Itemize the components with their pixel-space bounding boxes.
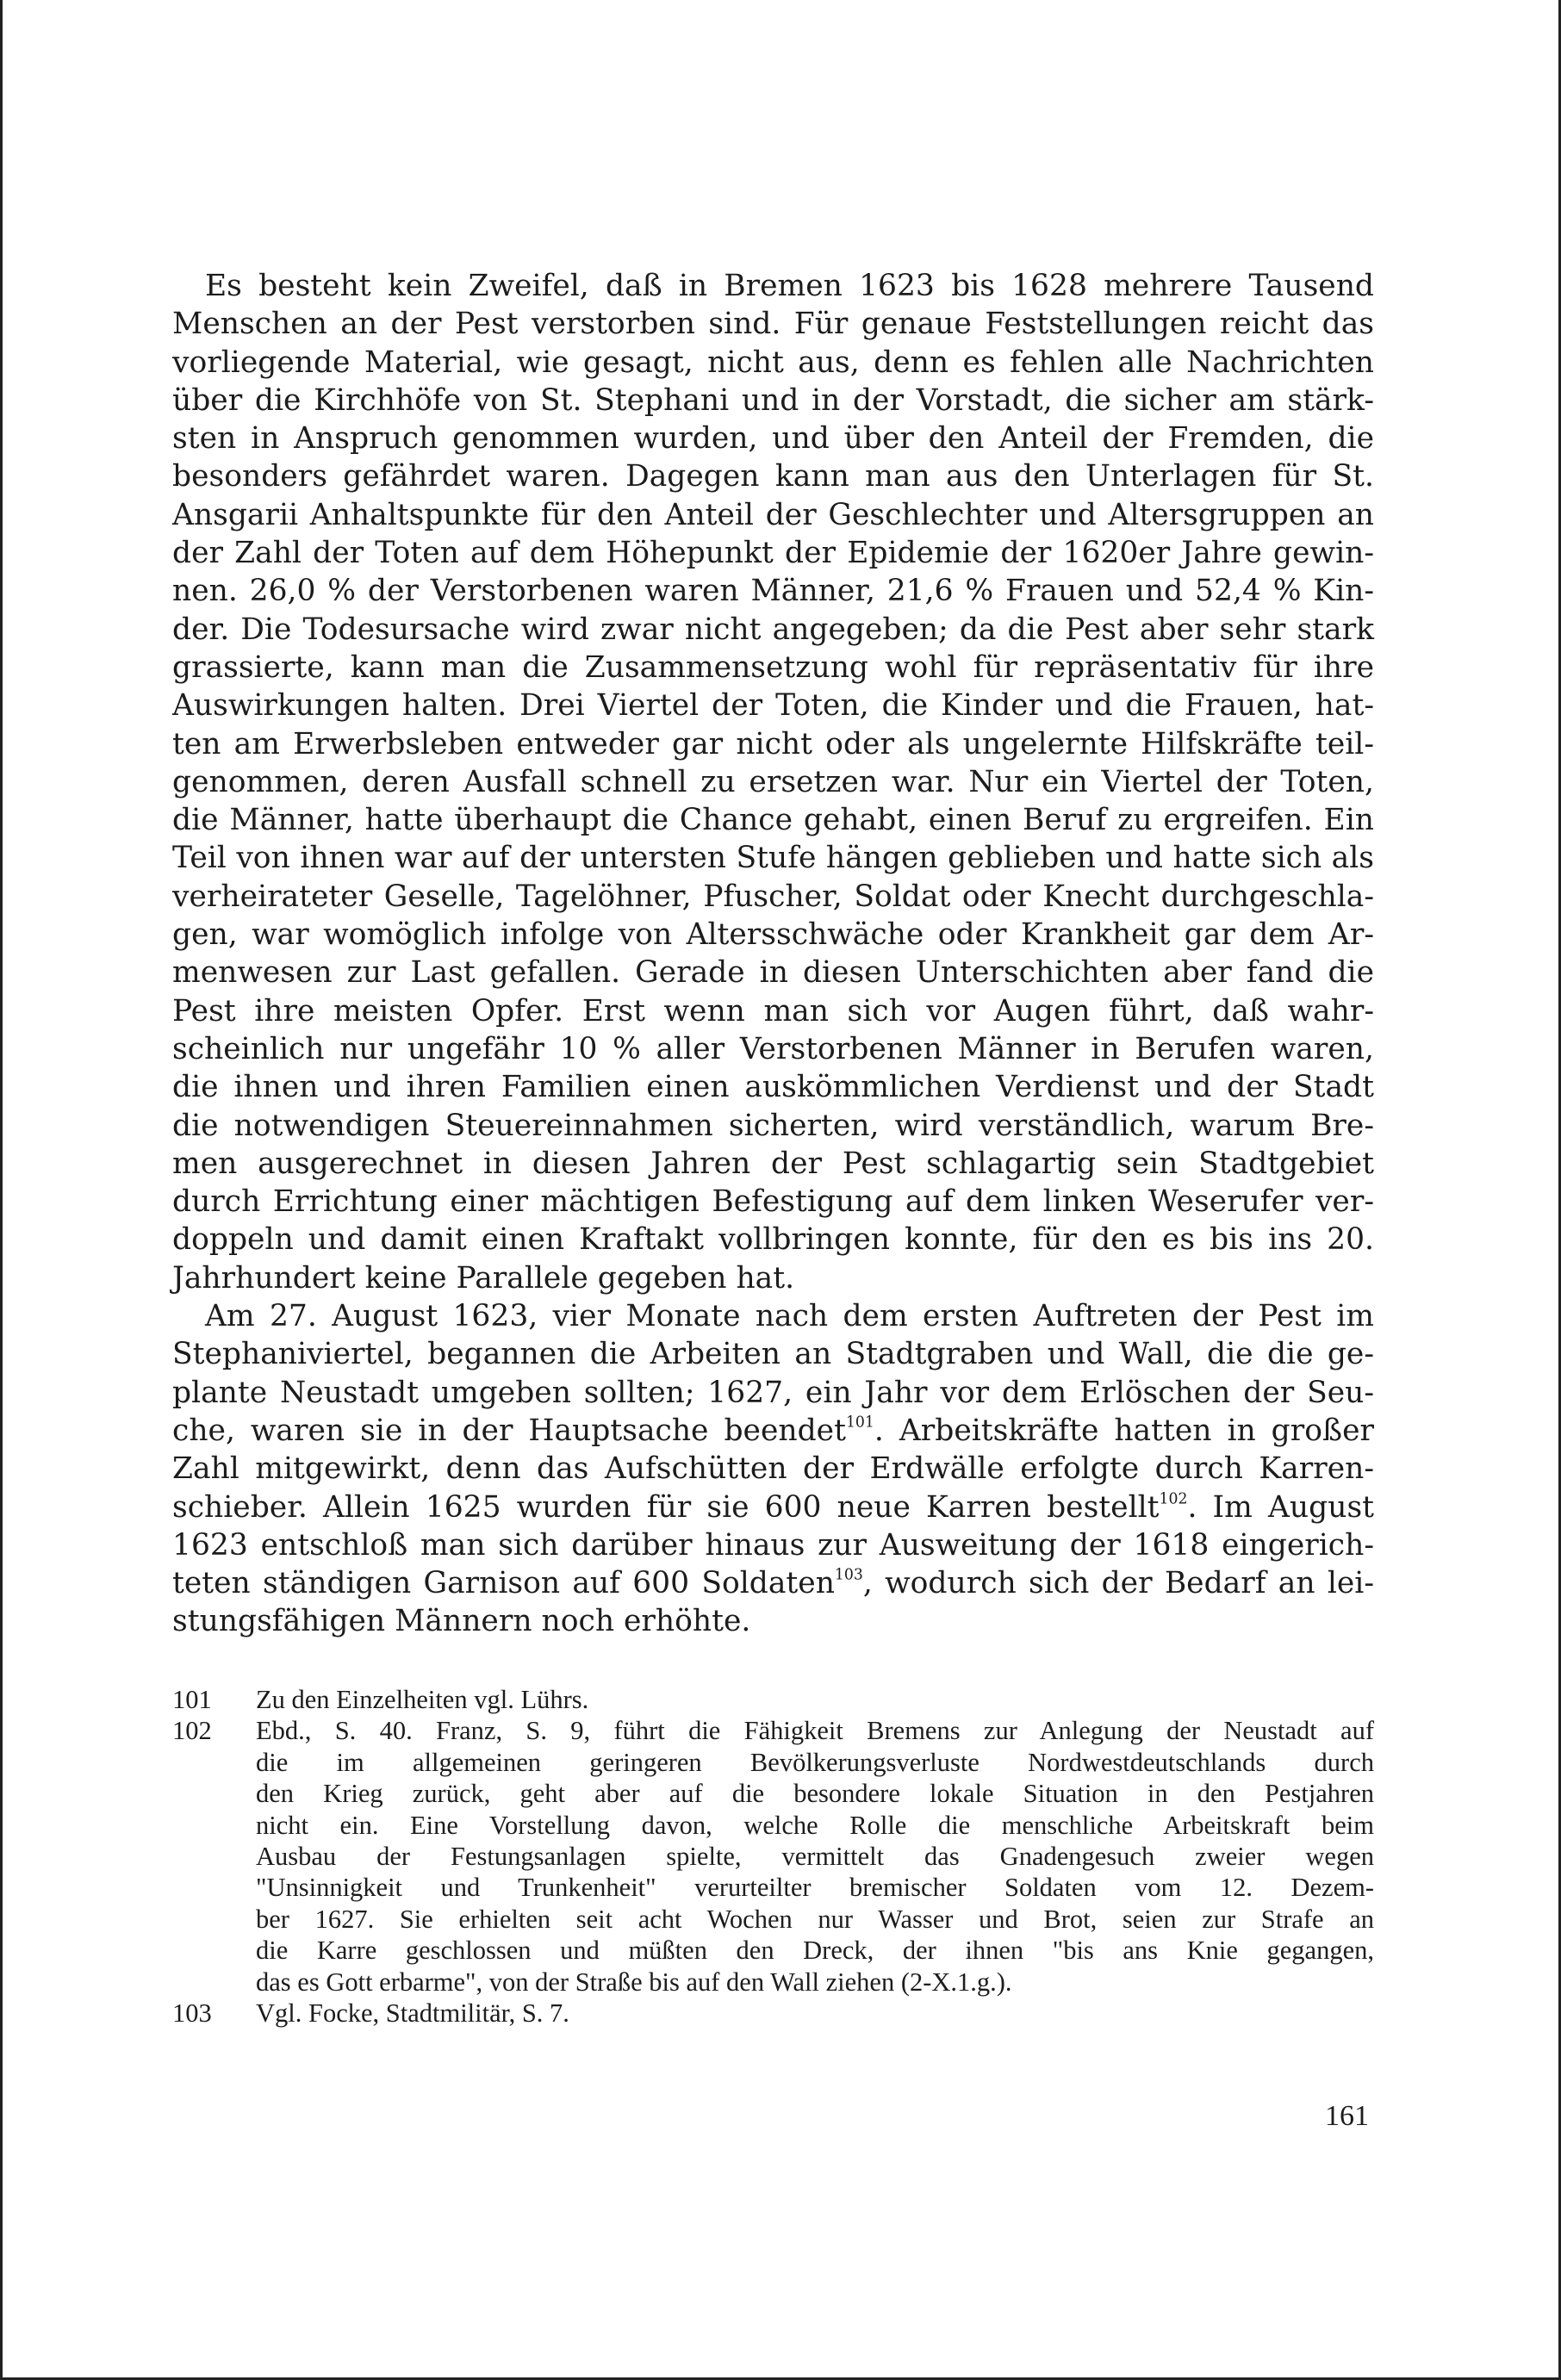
text-line: gen, war womöglich infolge von Altersschwäche oder Krankheit gar dem Ar- — [172, 917, 1374, 953]
text-line: die ihnen und ihren Familien einen auskömmlichen Verdienst und der Stadt — [172, 1070, 1374, 1105]
footnote-line: ber 1627. Sie erhielten seit acht Wochen nur Wasser und Brot, seien zur Strafe an — [256, 1904, 1374, 1934]
footnote-line: "Unsinnigkeit und Trunkenheit" verurteilter bremischer Soldaten vom 12. Dezem- — [256, 1873, 1374, 1903]
footnote-ref-103[interactable]: 103 — [834, 1566, 863, 1584]
main-text — [172, 267, 1374, 1641]
text-line: genommen, deren Ausfall schnell zu ersetzen war. Nur ein Viertel der Toten, — [172, 764, 1374, 799]
text-line: Jahrhundert keine Parallele gegeben hat. — [172, 1260, 795, 1296]
text-line: Zahl mitgewirkt, denn das Aufschütten der Erdwälle erfolgte durch Karren- — [172, 1451, 1374, 1487]
footnote-line: Zu den Einzelheiten vgl. Lührs. — [256, 1685, 589, 1714]
page-number: 161 — [1325, 2100, 1369, 2132]
text-line: menwesen zur Last gefallen. Gerade in diesen Unterschichten aber fand die — [172, 955, 1374, 991]
footnote-number: 103 — [172, 1998, 212, 2029]
text-line: der Zahl der Toten auf dem Höhepunkt der Epidemie der 1620er Jahre gewin- — [172, 536, 1374, 571]
footnote-line: das es Gott erbarme", von der Straße bis auf den Wall ziehen (2-X.1.g.). — [256, 1967, 1012, 1997]
text-segment: che, waren sie in der Hauptsache beendet — [172, 1413, 846, 1448]
footnote-number: 101 — [172, 1685, 212, 1714]
text-line: 1623 entschloß man sich darüber hinaus zur Ausweitung der 1618 eingerich- — [172, 1527, 1374, 1563]
text-line: verheirateter Geselle, Tagelöhner, Pfuscher, Soldat oder Knecht durchgeschla- — [172, 879, 1374, 914]
text-line — [172, 1564, 1374, 1602]
footnote-number: 102 — [172, 1716, 212, 1746]
text-segment: , wodurch sich der Bedarf an lei- — [862, 1566, 1374, 1601]
footnote-101 — [172, 1684, 1374, 1715]
footnote-ref-102[interactable]: 102 — [1159, 1489, 1188, 1507]
text-segment: . Arbeitskräfte hatten in großer — [874, 1413, 1374, 1448]
text-line — [172, 1488, 1374, 1526]
text-segment: teten ständigen Garnison auf 600 Soldaten — [172, 1566, 835, 1601]
footnote-text — [256, 1998, 1374, 2029]
footnote-line: nicht ein. Eine Vorstellung davon, welche Rolle die menschliche Arbeitskraft beim — [256, 1810, 1374, 1840]
text-line: besonders gefährdet waren. Dagegen kann man aus den Unterlagen für St. — [172, 459, 1374, 494]
paragraph-1 — [172, 267, 1374, 305]
text-line — [172, 1412, 1374, 1450]
text-line: die notwendigen Steuereinnahmen sicherten, wird verständlich, warum Bre- — [172, 1108, 1374, 1143]
text-line: durch Errichtung einer mächtigen Befestigung auf dem linken Weserufer ver- — [172, 1184, 1374, 1220]
text-line: plante Neustadt umgeben sollten; 1627, ein Jahr vor dem Erlöschen der Seu- — [172, 1375, 1374, 1410]
footnote-line: den Krieg zurück, geht aber auf die besondere lokale Situation in den Pestjahren — [256, 1779, 1374, 1809]
text-line: Menschen an der Pest verstorben sind. Für genaue Feststellungen reicht das — [172, 307, 1374, 342]
text-line: Am 27. August 1623, vier Monate nach dem ersten Auftreten der Pest im — [205, 1299, 1374, 1334]
text-line: nen. 26,0 % der Verstorbenen waren Männer, 21,6 % Frauen und 52,4 % Kin- — [172, 574, 1374, 609]
text-line: Teil von ihnen war auf der untersten Stufe hängen geblieben und hatte sich als — [172, 841, 1374, 876]
text-line: grassierte, kann man die Zusammensetzung wohl für repräsentativ für ihre — [172, 649, 1374, 685]
text-line: Ansgarii Anhaltspunkte für den Anteil der Geschlechter und Altersgruppen an — [172, 497, 1374, 532]
text-segment: schieber. Allein 1625 wurden für sie 600 neue Karren bestellt — [172, 1489, 1160, 1525]
footnote-text — [256, 1684, 1374, 1715]
footnote-line: die im allgemeinen geringeren Bevölkerungsverluste Nordwestdeutschlands durch — [256, 1747, 1374, 1777]
text-line: die Männer, hatte überhaupt die Chance gehabt, einen Beruf zu ergreifen. Ein — [172, 803, 1374, 838]
text-line: doppeln und damit einen Kraftakt vollbringen konnte, für den es bis ins 20. — [172, 1222, 1374, 1258]
text-line: über die Kirchhöfe von St. Stephani und in der Vorstadt, die sicher am stärk- — [172, 382, 1374, 418]
footnotes — [172, 1684, 1374, 2029]
text-line: der. Die Todesursache wird zwar nicht angegeben; da die Pest aber sehr stark — [172, 612, 1374, 647]
footnote-102 — [172, 1715, 1374, 1998]
text-line: scheinlich nur ungefähr 10 % aller Verstorbenen Männer in Berufen waren, — [172, 1031, 1374, 1066]
text-line: Auswirkungen halten. Drei Viertel der Toten, die Kinder und die Frauen, hat- — [172, 688, 1374, 724]
text-line: vorliegende Material, wie gesagt, nicht aus, denn es fehlen alle Nachrichten — [172, 345, 1374, 380]
footnote-text — [256, 1715, 1374, 1998]
text-line: Es besteht kein Zweifel, daß in Bremen 1623 bis 1628 mehrere Tausend — [205, 269, 1374, 303]
footnote-ref-101[interactable]: 101 — [845, 1414, 874, 1432]
paragraph-2 — [172, 1297, 1374, 1641]
text-segment: . Im August — [1187, 1489, 1375, 1525]
text-line: Pest ihre meisten Opfer. Erst wenn man sich vor Augen führt, daß wahr- — [172, 993, 1374, 1028]
footnote-line: Ausbau der Festungsanlagen spielte, vermittelt das Gnadengesuch zweier wegen — [256, 1842, 1374, 1872]
text-line: stungsfähigen Männern noch erhöhte. — [172, 1604, 751, 1639]
text-line: Stephaniviertel, begannen die Arbeiten an Stadtgraben und Wall, die die ge- — [172, 1337, 1374, 1372]
footnote-line: Vgl. Focke, Stadtmilitär, S. 7. — [256, 1998, 569, 2029]
text-line: ten am Erwerbsleben entweder gar nicht oder als ungelernte Hilfskräfte teil- — [172, 726, 1374, 761]
text-line: men ausgerechnet in diesen Jahren der Pest schlagartig sein Stadtgebiet — [172, 1146, 1374, 1181]
footnote-103 — [172, 1998, 1374, 2029]
footnote-line: Ebd., S. 40. Franz, S. 9, führt die Fähigkeit Bremens zur Anlegung der Neustadt auf — [256, 1716, 1374, 1746]
text-line: sten in Anspruch genommen wurden, und über den Anteil der Fremden, die — [172, 421, 1374, 457]
footnote-line: die Karre geschlossen und müßten den Dreck, der ihnen "bis ans Knie gegangen, — [256, 1936, 1374, 1966]
paragraph-1-body — [172, 305, 1374, 1297]
